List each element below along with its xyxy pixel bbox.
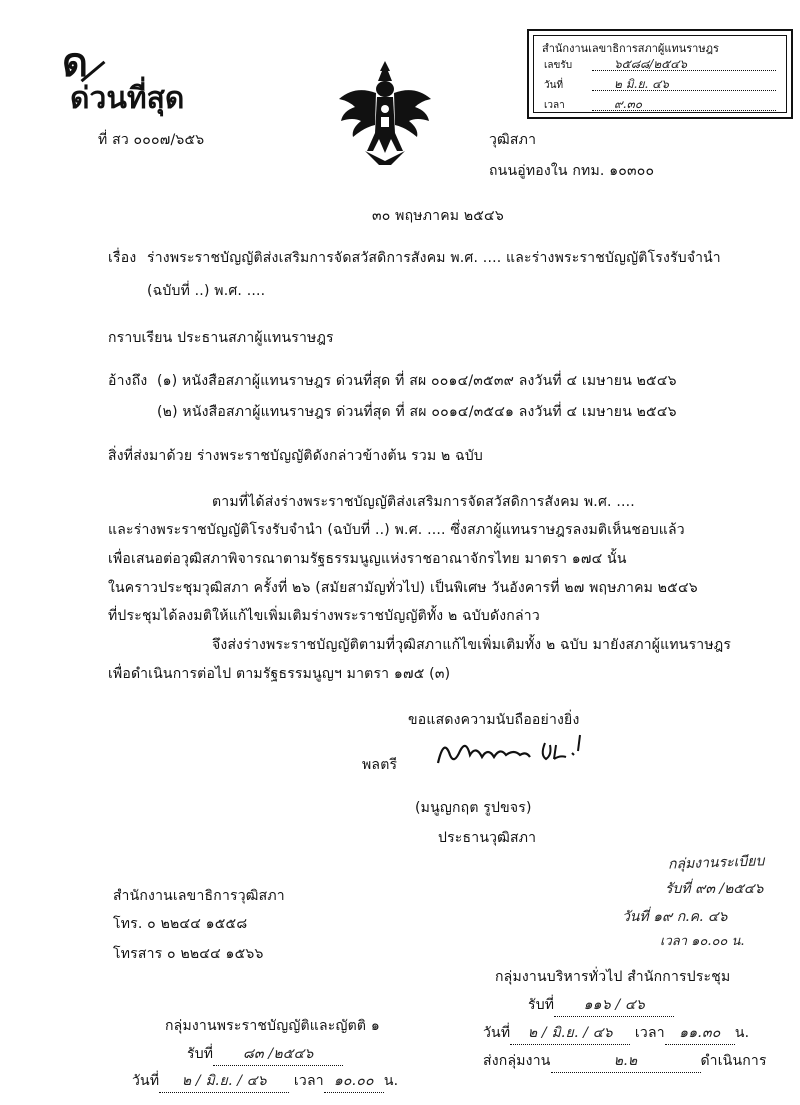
stamp-br-send xyxy=(483,1050,767,1073)
stamp-date-value: ๒ มิ.ย. ๔๖ xyxy=(614,77,669,91)
issuing-organization: วุฒิสภา xyxy=(489,132,537,148)
stamp-br-time-value: ๑๑.๓๐ xyxy=(665,1022,735,1045)
stamp-bl-receipt-label: รับที่ xyxy=(187,1046,214,1062)
enclosure: สิ่งที่ส่งมาด้วย ร่างพระราชบัญญัติดังกล่าวข้างต้น รวม ๒ ฉบับ xyxy=(108,448,484,464)
organization-address: ถนนอู่ทองใน กทม. ๑๐๓๐๐ xyxy=(489,163,655,179)
urgency-mark: ด xyxy=(62,40,88,86)
closing-regards: ขอแสดงความนับถืออย่างยิ่ง xyxy=(408,712,580,728)
signer-name: (มนูญกฤต รูปขจร) xyxy=(415,800,532,816)
addressee: กราบเรียน ประธานสภาผู้แทนราษฎร xyxy=(108,330,334,346)
stamp-bl-date-value: ๒ / มิ.ย. / ๔๖ xyxy=(159,1070,289,1093)
stamp-receipt-value: ๖๕๘๘/๒๕๔๖ xyxy=(614,57,687,71)
paragraph-1-line-2: และร่างพระราชบัญญัติโรงรับจำนำ (ฉบับที่ ..) พ.ศ. .... ซึ่งสภาผู้แทนราษฎรลงมติเห็นชอบแล้ว xyxy=(108,522,685,538)
stamp-br-receipt-value: ๑๑๖ / ๔๖ xyxy=(554,994,674,1017)
stamp-br-receipt xyxy=(528,994,674,1017)
stamp-br-time-label: เวลา xyxy=(634,1025,665,1041)
stamp-br-date xyxy=(483,1022,749,1045)
reference-2: (๒) หนังสือสภาผู้แทนราษฎร ด่วนที่สุด ที่ สผ ๐๐๑๔/๓๕๔๑ ลงวันที่ ๔ เมษายน ๒๕๔๖ xyxy=(157,404,677,420)
handwritten-note-line-2: รับที่ ๙๓ /๒๕๔๖ xyxy=(665,881,764,897)
receipt-stamp-house-secretariat xyxy=(527,29,793,119)
stamp-time-value: ๙.๓๐ xyxy=(614,97,643,111)
stamp-title: สำนักงานเลขาธิการสภาผู้แทนราษฎร xyxy=(542,42,719,55)
stamp-general-admin-title: กลุ่มงานบริหารทั่วไป สำนักการประชุม xyxy=(495,969,731,985)
paragraph-1-line-1: ตามที่ได้ส่งร่างพระราชบัญญัติส่งเสริมการจัดสวัสดิการสังคม พ.ศ. .... xyxy=(212,494,635,510)
stamp-receipt-label: เลขรับ xyxy=(544,60,573,71)
signer-position: ประธานวุฒิสภา xyxy=(438,830,537,846)
subject-label: เรื่อง xyxy=(108,250,137,266)
paragraph-2-line-1: จึงส่งร่างพระราชบัญญัติตามที่วุฒิสภาแก้ไขเพิ่มเติมทั้ง ๒ ฉบับ มายังสภาผู้แทนราษฎร xyxy=(212,637,732,653)
stamp-br-date-value: ๒ / มิ.ย. / ๔๖ xyxy=(510,1022,630,1045)
reference-label: อ้างถึง xyxy=(108,373,148,389)
paragraph-1-line-5: ที่ประชุมได้ลงมติให้แก้ไขเพิ่มเติมร่างพระราชบัญญัติทั้ง ๒ ฉบับดังกล่าว xyxy=(108,608,540,624)
stamp-bl-time-label: เวลา xyxy=(293,1073,324,1089)
stamp-bl-receipt xyxy=(187,1043,343,1066)
stamp-date-label: วันที่ xyxy=(544,80,564,91)
stamp-br-send-value: ๒.๒ xyxy=(551,1050,701,1073)
handwritten-signature xyxy=(430,725,600,775)
stamp-bl-date xyxy=(132,1070,398,1093)
footer-fax: โทรสาร ๐ ๒๒๔๔ ๑๕๖๖ xyxy=(113,946,264,962)
stamp-br-receipt-label: รับที่ xyxy=(528,997,555,1013)
stamp-br-action: ดำเนินการ xyxy=(700,1053,767,1069)
urgency-heading: ด่วนที่สุด xyxy=(70,81,185,116)
paragraph-2-line-2: เพื่อดำเนินการต่อไป ตามรัฐธรรมนูญฯ มาตรา ๑๗๕ (๓) xyxy=(108,666,451,682)
stamp-bl-unit: น. xyxy=(383,1073,399,1089)
paragraph-1-line-3: เพื่อเสนอต่อวุฒิสภาพิจารณาตามรัฐธรรมนูญแห่งราชอาณาจักรไทย มาตรา ๑๗๔ นั้น xyxy=(108,551,627,567)
stamp-bl-receipt-value: ๘๓ /๒๕๔๖ xyxy=(213,1043,343,1066)
paragraph-1-line-4: ในคราวประชุมวุฒิสภา ครั้งที่ ๒๖ (สมัยสามัญทั่วไป) เป็นพิเศษ วันอังคารที่ ๒๗ พฤษภาคม ๒๕๔๖ xyxy=(108,580,698,596)
footer-telephone: โทร. ๐ ๒๒๔๔ ๑๕๕๘ xyxy=(113,916,248,932)
stamp-time-label: เวลา xyxy=(544,100,565,111)
footer-office: สำนักงานเลขาธิการวุฒิสภา xyxy=(113,888,285,904)
signer-rank: พลตรี xyxy=(362,757,398,773)
handwritten-note-line-3: วันที่ ๑๙ ก.ค. ๔๖ xyxy=(622,909,728,925)
stamp-br-date-label: วันที่ xyxy=(483,1025,511,1041)
handwritten-note-line-1: กลุ่มงานระเบียบ xyxy=(667,853,765,873)
stamp-br-send-label: ส่งกลุ่มงาน xyxy=(483,1053,551,1069)
stamp-bl-date-label: วันที่ xyxy=(132,1073,160,1089)
reference-1: (๑) หนังสือสภาผู้แทนราษฎร ด่วนที่สุด ที่ สผ ๐๐๑๔/๓๕๓๙ ลงวันที่ ๔ เมษายน ๒๕๔๖ xyxy=(157,373,677,389)
stamp-br-unit: น. xyxy=(734,1025,750,1041)
stamp-bills-motions-title: กลุ่มงานพระราชบัญญัติและญัตติ ๑ xyxy=(165,1018,380,1034)
handwritten-note-line-4: เวลา ๑๐.๐๐ น. xyxy=(660,934,745,949)
garuda-emblem-icon xyxy=(335,55,435,170)
subject-line-2: (ฉบับที่ ..) พ.ศ. .... xyxy=(147,283,266,299)
subject-line-1: ร่างพระราชบัญญัติส่งเสริมการจัดสวัสดิการสังคม พ.ศ. .... และร่างพระราชบัญญัติโรงรับจำนำ xyxy=(147,250,721,266)
stamp-bl-time-value: ๑๐.๐๐ xyxy=(324,1070,384,1093)
document-number: ที่ สว ๐๐๐๗/๖๕๖ xyxy=(98,132,205,148)
document-date: ๓๐ พฤษภาคม ๒๕๔๖ xyxy=(372,208,504,224)
